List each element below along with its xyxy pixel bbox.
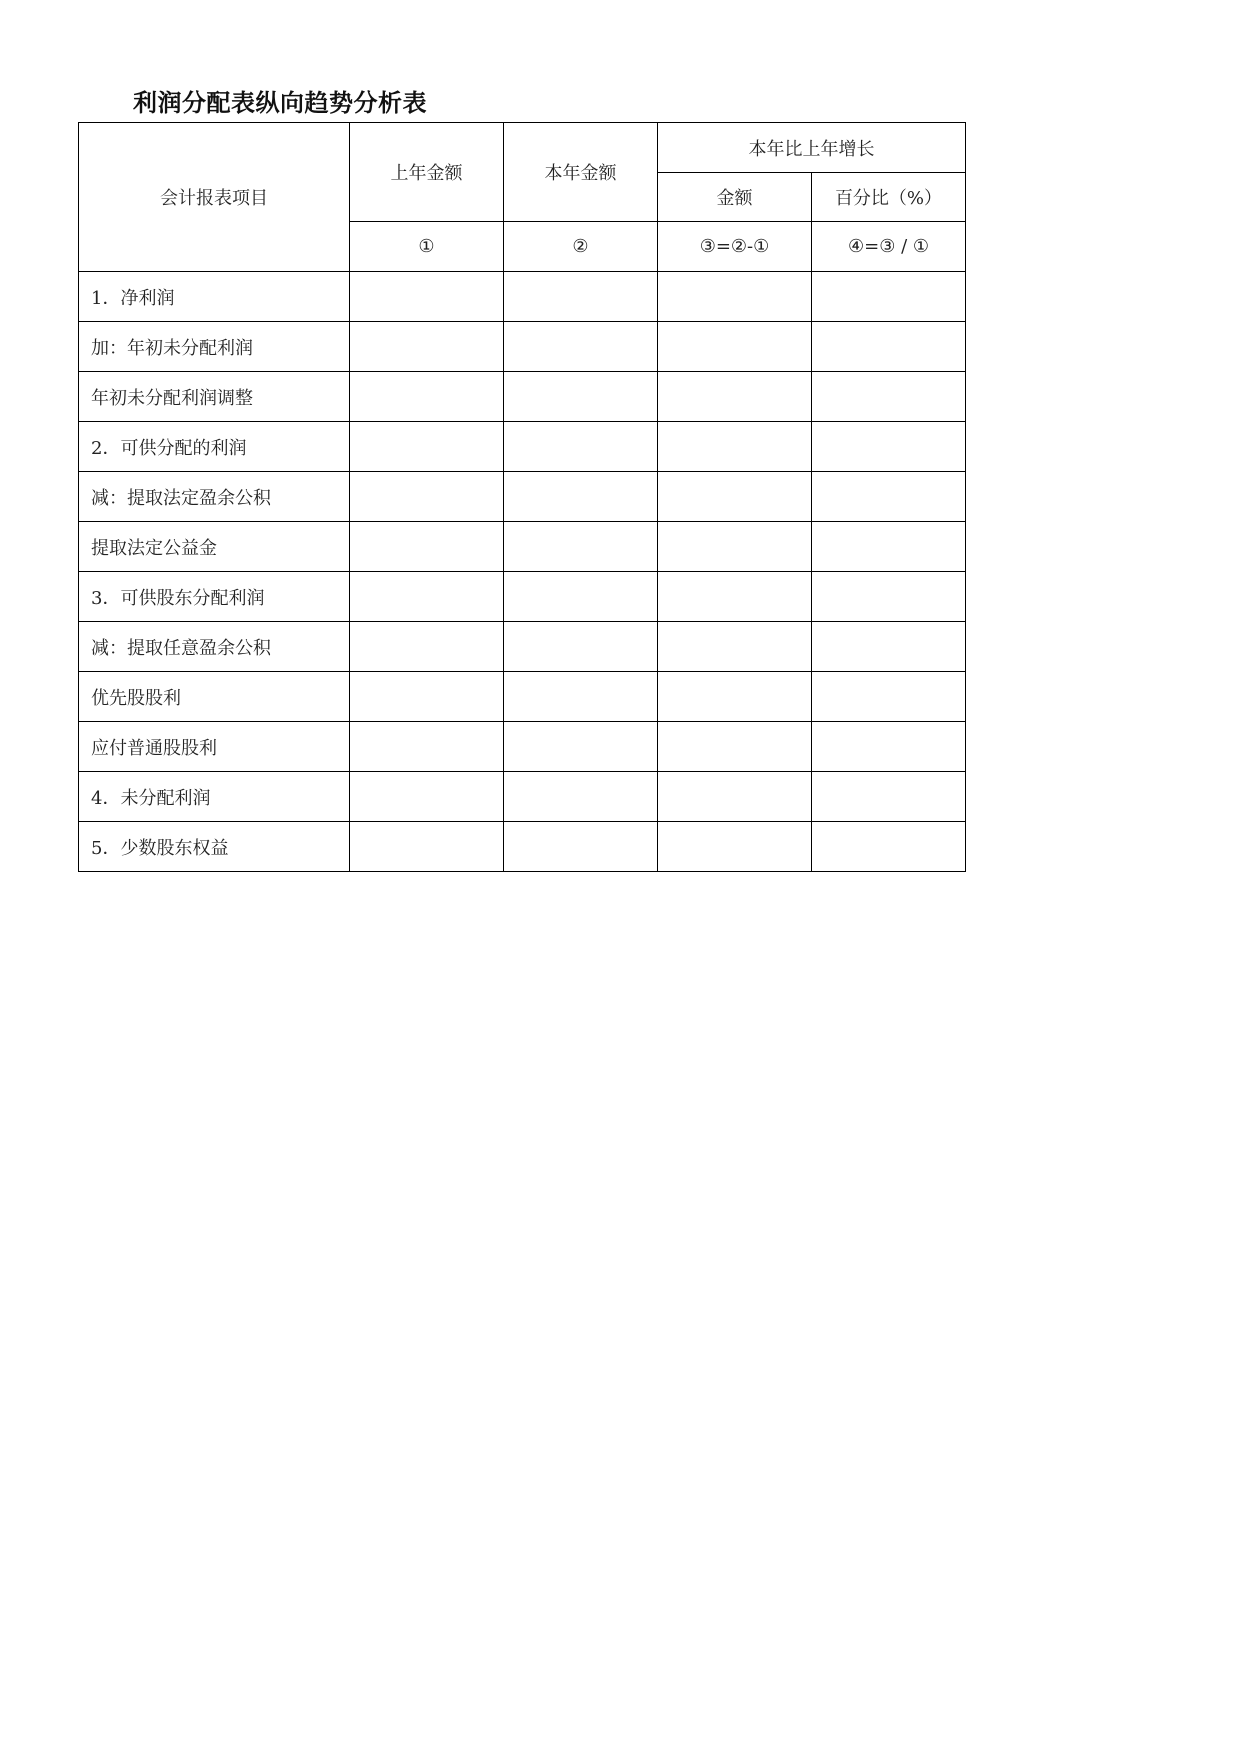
curr-year-value[interactable]	[504, 572, 658, 622]
row-label: 加：年初未分配利润	[79, 322, 350, 372]
prev-year-value[interactable]	[350, 772, 504, 822]
table-row	[79, 722, 966, 772]
header-growth-amount: 金额	[658, 173, 812, 222]
growth-percent-value[interactable]	[812, 472, 966, 522]
row-label: 减：提取法定盈余公积	[79, 472, 350, 522]
table-row	[79, 472, 966, 522]
growth-amount-value[interactable]	[658, 372, 812, 422]
growth-percent-value[interactable]	[812, 422, 966, 472]
row-label: 应付普通股股利	[79, 722, 350, 772]
header-curr-year: 本年金额	[504, 123, 658, 222]
header-prev-year: 上年金额	[350, 123, 504, 222]
prev-year-value[interactable]	[350, 822, 504, 872]
curr-year-value[interactable]	[504, 622, 658, 672]
formula-prev: ①	[350, 222, 504, 272]
curr-year-value[interactable]	[504, 322, 658, 372]
prev-year-value[interactable]	[350, 622, 504, 672]
row-label: 4．未分配利润	[79, 772, 350, 822]
curr-year-value[interactable]	[504, 722, 658, 772]
growth-percent-value[interactable]	[812, 622, 966, 672]
curr-year-value[interactable]	[504, 822, 658, 872]
header-growth-percent: 百分比（%）	[812, 173, 966, 222]
growth-amount-value[interactable]	[658, 672, 812, 722]
growth-percent-value[interactable]	[812, 722, 966, 772]
row-label: 5．少数股东权益	[79, 822, 350, 872]
row-label: 3．可供股东分配利润	[79, 572, 350, 622]
prev-year-value[interactable]	[350, 272, 504, 322]
table-row	[79, 822, 966, 872]
prev-year-value[interactable]	[350, 522, 504, 572]
table-row	[79, 322, 966, 372]
header-growth: 本年比上年增长	[658, 123, 966, 173]
growth-percent-value[interactable]	[812, 322, 966, 372]
table-row	[79, 422, 966, 472]
growth-percent-value[interactable]	[812, 772, 966, 822]
header-item: 会计报表项目	[79, 123, 350, 272]
formula-curr: ②	[504, 222, 658, 272]
curr-year-value[interactable]	[504, 772, 658, 822]
row-label: 提取法定公益金	[79, 522, 350, 572]
growth-amount-value[interactable]	[658, 522, 812, 572]
row-label: 2．可供分配的利润	[79, 422, 350, 472]
growth-percent-value[interactable]	[812, 672, 966, 722]
prev-year-value[interactable]	[350, 472, 504, 522]
profit-distribution-trend-table	[78, 122, 966, 872]
document-title: 利润分配表纵向趋势分析表	[133, 89, 427, 117]
curr-year-value[interactable]	[504, 272, 658, 322]
row-label: 1．净利润	[79, 272, 350, 322]
table-row	[79, 272, 966, 322]
growth-amount-value[interactable]	[658, 322, 812, 372]
curr-year-value[interactable]	[504, 372, 658, 422]
growth-percent-value[interactable]	[812, 372, 966, 422]
table-row	[79, 572, 966, 622]
curr-year-value[interactable]	[504, 672, 658, 722]
prev-year-value[interactable]	[350, 722, 504, 772]
growth-amount-value[interactable]	[658, 822, 812, 872]
prev-year-value[interactable]	[350, 322, 504, 372]
growth-percent-value[interactable]	[812, 572, 966, 622]
curr-year-value[interactable]	[504, 522, 658, 572]
formula-amount: ③=②-①	[658, 222, 812, 272]
formula-percent: ④=③ / ①	[812, 222, 966, 272]
prev-year-value[interactable]	[350, 422, 504, 472]
row-label: 优先股股利	[79, 672, 350, 722]
growth-percent-value[interactable]	[812, 272, 966, 322]
curr-year-value[interactable]	[504, 472, 658, 522]
growth-amount-value[interactable]	[658, 722, 812, 772]
growth-amount-value[interactable]	[658, 622, 812, 672]
table-row	[79, 672, 966, 722]
prev-year-value[interactable]	[350, 672, 504, 722]
table-row	[79, 772, 966, 822]
curr-year-value[interactable]	[504, 422, 658, 472]
table-row	[79, 372, 966, 422]
growth-amount-value[interactable]	[658, 572, 812, 622]
growth-amount-value[interactable]	[658, 772, 812, 822]
growth-amount-value[interactable]	[658, 422, 812, 472]
growth-amount-value[interactable]	[658, 272, 812, 322]
prev-year-value[interactable]	[350, 572, 504, 622]
prev-year-value[interactable]	[350, 372, 504, 422]
growth-percent-value[interactable]	[812, 522, 966, 572]
table-row	[79, 522, 966, 572]
row-label: 减：提取任意盈余公积	[79, 622, 350, 672]
table-row	[79, 622, 966, 672]
growth-amount-value[interactable]	[658, 472, 812, 522]
row-label: 年初未分配利润调整	[79, 372, 350, 422]
growth-percent-value[interactable]	[812, 822, 966, 872]
